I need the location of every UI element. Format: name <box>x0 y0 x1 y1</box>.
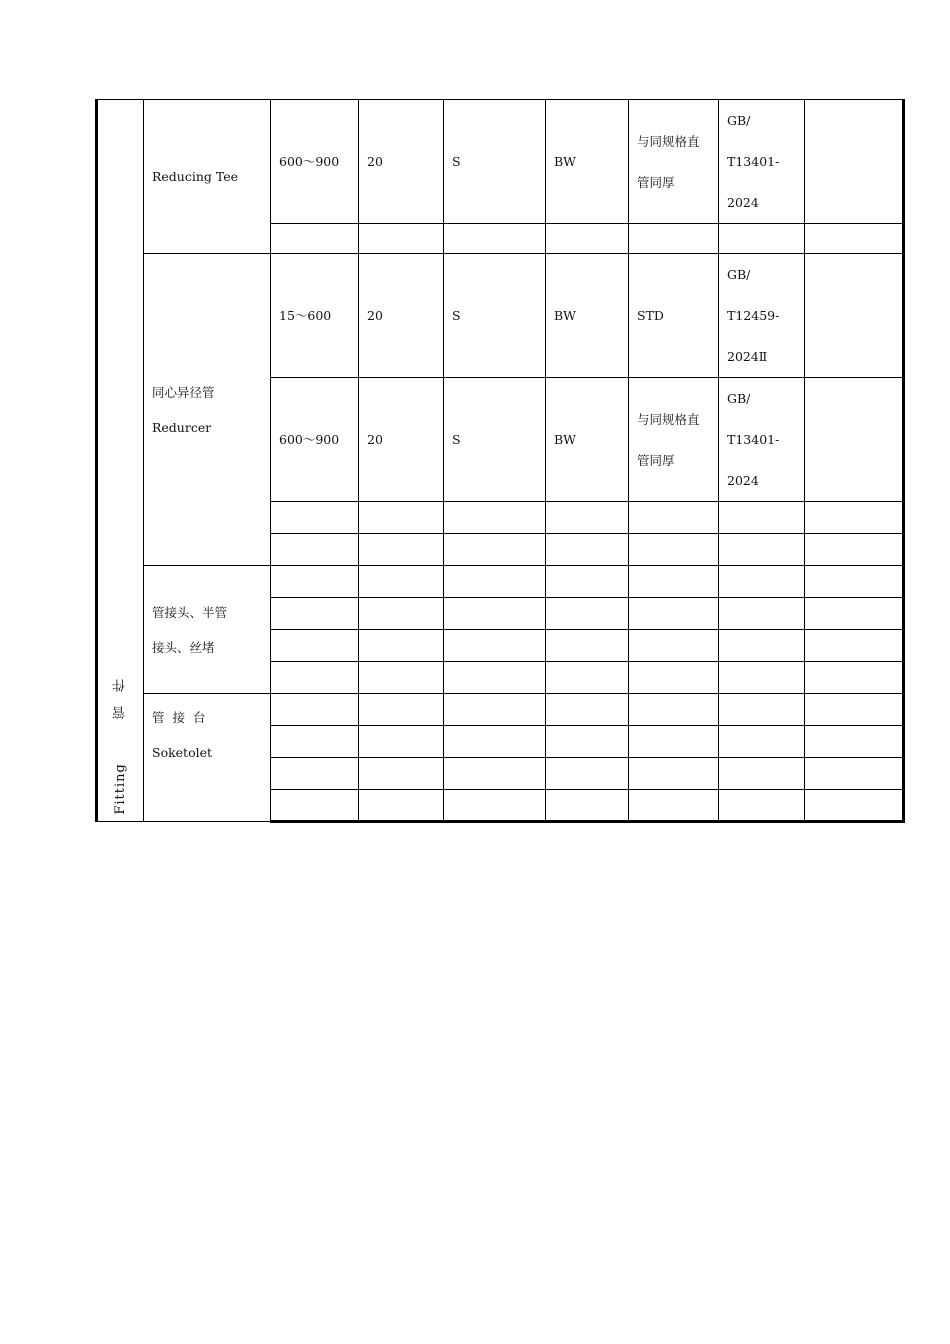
item-name-cn: 同心异径管 <box>152 384 215 400</box>
size-cell <box>271 566 359 598</box>
item-name-cell <box>144 100 271 254</box>
item-name-en: Redurcer <box>152 419 212 435</box>
standard-cell <box>719 694 805 726</box>
item-name-cell <box>144 566 271 694</box>
thickness-cell <box>629 726 719 758</box>
size-cell <box>271 630 359 662</box>
standard-cell <box>719 758 805 790</box>
end-type-cell: BW <box>546 254 629 378</box>
thickness-cell <box>629 100 719 224</box>
thickness-cell <box>629 662 719 694</box>
thickness-cell <box>629 502 719 534</box>
thickness-line: 管同厚 <box>637 452 675 468</box>
remark-cell <box>805 100 904 224</box>
grade-cell <box>359 534 444 566</box>
grade-cell <box>359 790 444 822</box>
remark-cell <box>805 502 904 534</box>
standard-line: GB/ <box>727 267 751 282</box>
remark-cell <box>805 662 904 694</box>
remark-cell <box>805 630 904 662</box>
grade-cell: 20 <box>359 378 444 502</box>
end-type-cell <box>546 694 629 726</box>
standard-cell <box>719 662 805 694</box>
end-type-cell <box>546 534 629 566</box>
end-type-cell: BW <box>546 100 629 224</box>
standard-line: GB/ <box>727 391 751 406</box>
thickness-line: STD <box>637 307 664 323</box>
thickness-cell <box>629 758 719 790</box>
end-type-cell <box>546 630 629 662</box>
schedule-cell <box>444 662 546 694</box>
category-cell <box>97 100 144 822</box>
size-cell <box>271 502 359 534</box>
thickness-cell <box>629 224 719 254</box>
end-type-cell <box>546 598 629 630</box>
size-cell <box>271 790 359 822</box>
standard-line: 2024Ⅱ <box>727 349 768 364</box>
schedule-cell <box>444 630 546 662</box>
end-type-cell <box>546 758 629 790</box>
thickness-cell <box>629 598 719 630</box>
item-name-cn: 管接台 <box>152 710 214 725</box>
schedule-cell: S <box>444 254 546 378</box>
standard-line: T12459- <box>727 308 780 323</box>
size-cell <box>271 662 359 694</box>
schedule-cell: S <box>444 100 546 224</box>
category-label-cn: 管件 <box>112 665 128 720</box>
grade-cell <box>359 502 444 534</box>
schedule-cell <box>444 224 546 254</box>
thickness-line: 与同规格直 <box>637 133 700 149</box>
standard-cell <box>719 502 805 534</box>
standard-cell <box>719 224 805 254</box>
grade-cell <box>359 726 444 758</box>
fittings-spec-table <box>95 99 905 823</box>
standard-cell <box>719 378 805 502</box>
thickness-line: 与同规格直 <box>637 411 700 427</box>
end-type-cell <box>546 726 629 758</box>
size-cell <box>271 758 359 790</box>
remark-cell <box>805 534 904 566</box>
schedule-cell <box>444 694 546 726</box>
schedule-cell <box>444 790 546 822</box>
grade-cell <box>359 566 444 598</box>
schedule-cell <box>444 598 546 630</box>
end-type-cell <box>546 566 629 598</box>
end-type-cell <box>546 502 629 534</box>
remark-cell <box>805 224 904 254</box>
remark-cell <box>805 726 904 758</box>
item-name-cell <box>144 694 271 822</box>
grade-cell <box>359 224 444 254</box>
size-cell <box>271 598 359 630</box>
standard-cell <box>719 254 805 378</box>
thickness-cell <box>629 254 719 378</box>
standard-cell <box>719 790 805 822</box>
grade-cell <box>359 662 444 694</box>
item-name-line: 管接头、半管 <box>152 604 228 620</box>
schedule-cell: S <box>444 378 546 502</box>
standard-cell <box>719 534 805 566</box>
grade-cell <box>359 630 444 662</box>
thickness-cell <box>629 790 719 822</box>
thickness-cell <box>629 630 719 662</box>
standard-line: T13401- <box>727 154 780 169</box>
schedule-cell <box>444 726 546 758</box>
size-cell: 600～900 <box>271 100 359 224</box>
size-cell <box>271 534 359 566</box>
end-type-cell: BW <box>546 378 629 502</box>
standard-cell <box>719 630 805 662</box>
size-cell <box>271 224 359 254</box>
remark-cell <box>805 694 904 726</box>
standard-cell <box>719 726 805 758</box>
schedule-cell <box>444 534 546 566</box>
standard-cell <box>719 100 805 224</box>
item-name-en: Soketolet <box>152 745 213 760</box>
grade-cell <box>359 758 444 790</box>
end-type-cell <box>546 224 629 254</box>
thickness-cell <box>629 566 719 598</box>
thickness-line: 管同厚 <box>637 174 675 190</box>
standard-cell <box>719 566 805 598</box>
size-cell: 15～600 <box>271 254 359 378</box>
remark-cell <box>805 598 904 630</box>
standard-line: T13401- <box>727 432 780 447</box>
standard-line: 2024 <box>727 195 759 210</box>
grade-cell: 20 <box>359 254 444 378</box>
schedule-cell <box>444 566 546 598</box>
standard-line: GB/ <box>727 113 751 128</box>
remark-cell <box>805 378 904 502</box>
remark-cell <box>805 758 904 790</box>
item-name-cell <box>144 254 271 566</box>
remark-cell <box>805 566 904 598</box>
grade-cell: 20 <box>359 100 444 224</box>
thickness-cell <box>629 534 719 566</box>
item-name: Reducing Tee <box>152 168 239 184</box>
end-type-cell <box>546 790 629 822</box>
end-type-cell <box>546 662 629 694</box>
size-cell: 600～900 <box>271 378 359 502</box>
category-label-en: Fitting <box>112 763 128 815</box>
thickness-cell <box>629 378 719 502</box>
item-name-line: 接头、丝堵 <box>152 639 215 655</box>
standard-cell <box>719 598 805 630</box>
thickness-cell <box>629 694 719 726</box>
grade-cell <box>359 694 444 726</box>
grade-cell <box>359 598 444 630</box>
schedule-cell <box>444 758 546 790</box>
standard-line: 2024 <box>727 473 759 488</box>
size-cell <box>271 694 359 726</box>
remark-cell <box>805 254 904 378</box>
remark-cell <box>805 790 904 822</box>
size-cell <box>271 726 359 758</box>
schedule-cell <box>444 502 546 534</box>
